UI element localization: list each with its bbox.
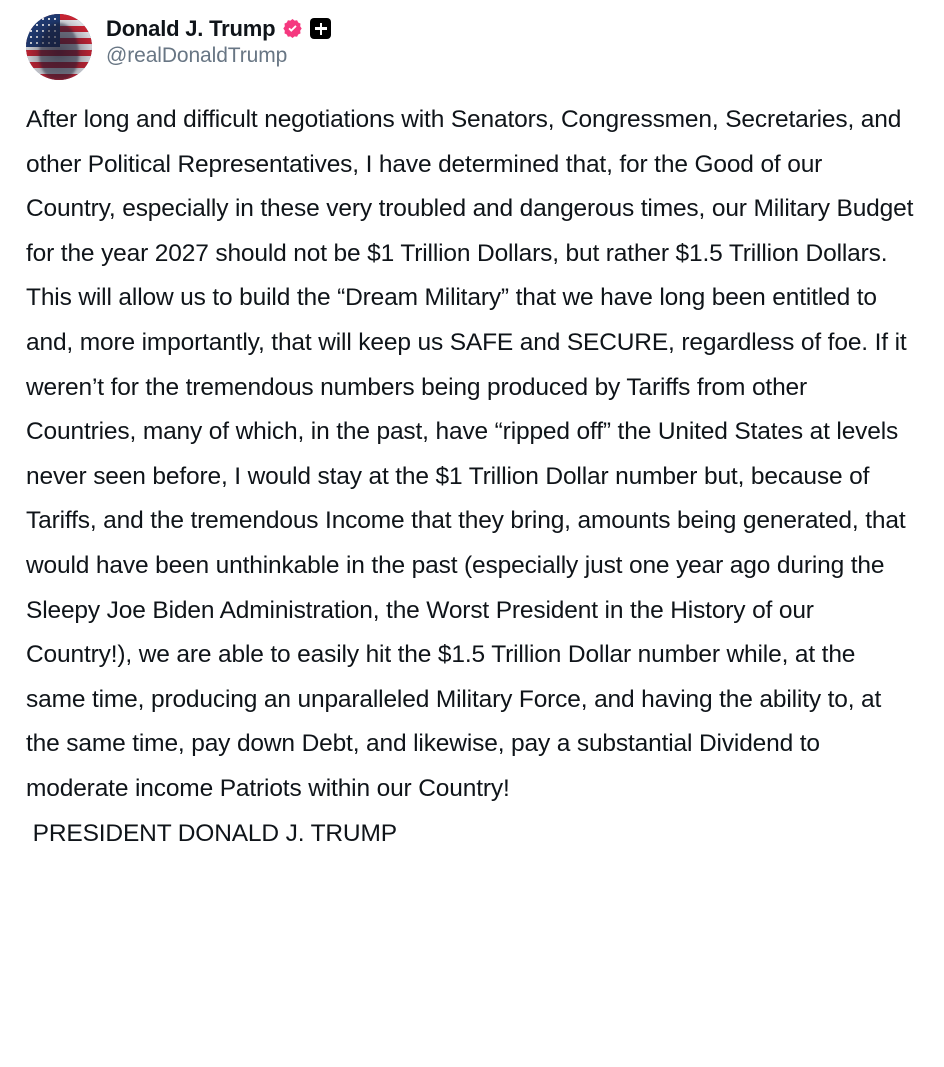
post-header [26, 14, 918, 90]
affiliate-badge-icon[interactable] [310, 18, 331, 39]
post-signature: PRESIDENT DONALD J. TRUMP [26, 819, 397, 847]
portrait-shading [26, 14, 92, 80]
author-names [106, 14, 331, 68]
display-name-row [106, 16, 331, 41]
author-handle[interactable]: @realDonaldTrump [106, 44, 288, 68]
verified-badge-icon[interactable] [282, 18, 303, 39]
post-text: After long and difficult negotiations with Senators, Congressmen, Secretaries, and other Political Representatives, I have determined that, for the Good of our Country, especially in these very troubled and dangerous times, our Military Budget for the year 2027 should not be $1 Trillion Dollars, but rather $1.5 Trillion Dollars. This will allow us to build the “Dream Military” that we have long been entitled to and, more importantly, that will keep us SAFE and SECURE, regardless of foe. If it weren’t for the tremendous numbers being produced by Tariffs from other Countries, many of which, in the past, have “ripped off” the United States at levels never seen before, I would stay at the $1 Trillion Dollar number but, because of Tariffs, and the tremendous Income that they bring, amounts being generated, that would have been unthinkable in the past (especially just one year ago during the Sleepy Joe Biden Administration, the Worst President in the History of our Country!), we are able to easily hit the $1.5 Trillion Dollar number while, at the same time, producing an unparalleled Military Force, and having the ability to, at the same time, pay down Debt, and likewise, pay a substantial Dividend to moderate income Patriots within our Country! [26, 106, 920, 802]
display-name[interactable]: Donald J. Trump [106, 16, 276, 41]
avatar[interactable] [26, 14, 92, 80]
